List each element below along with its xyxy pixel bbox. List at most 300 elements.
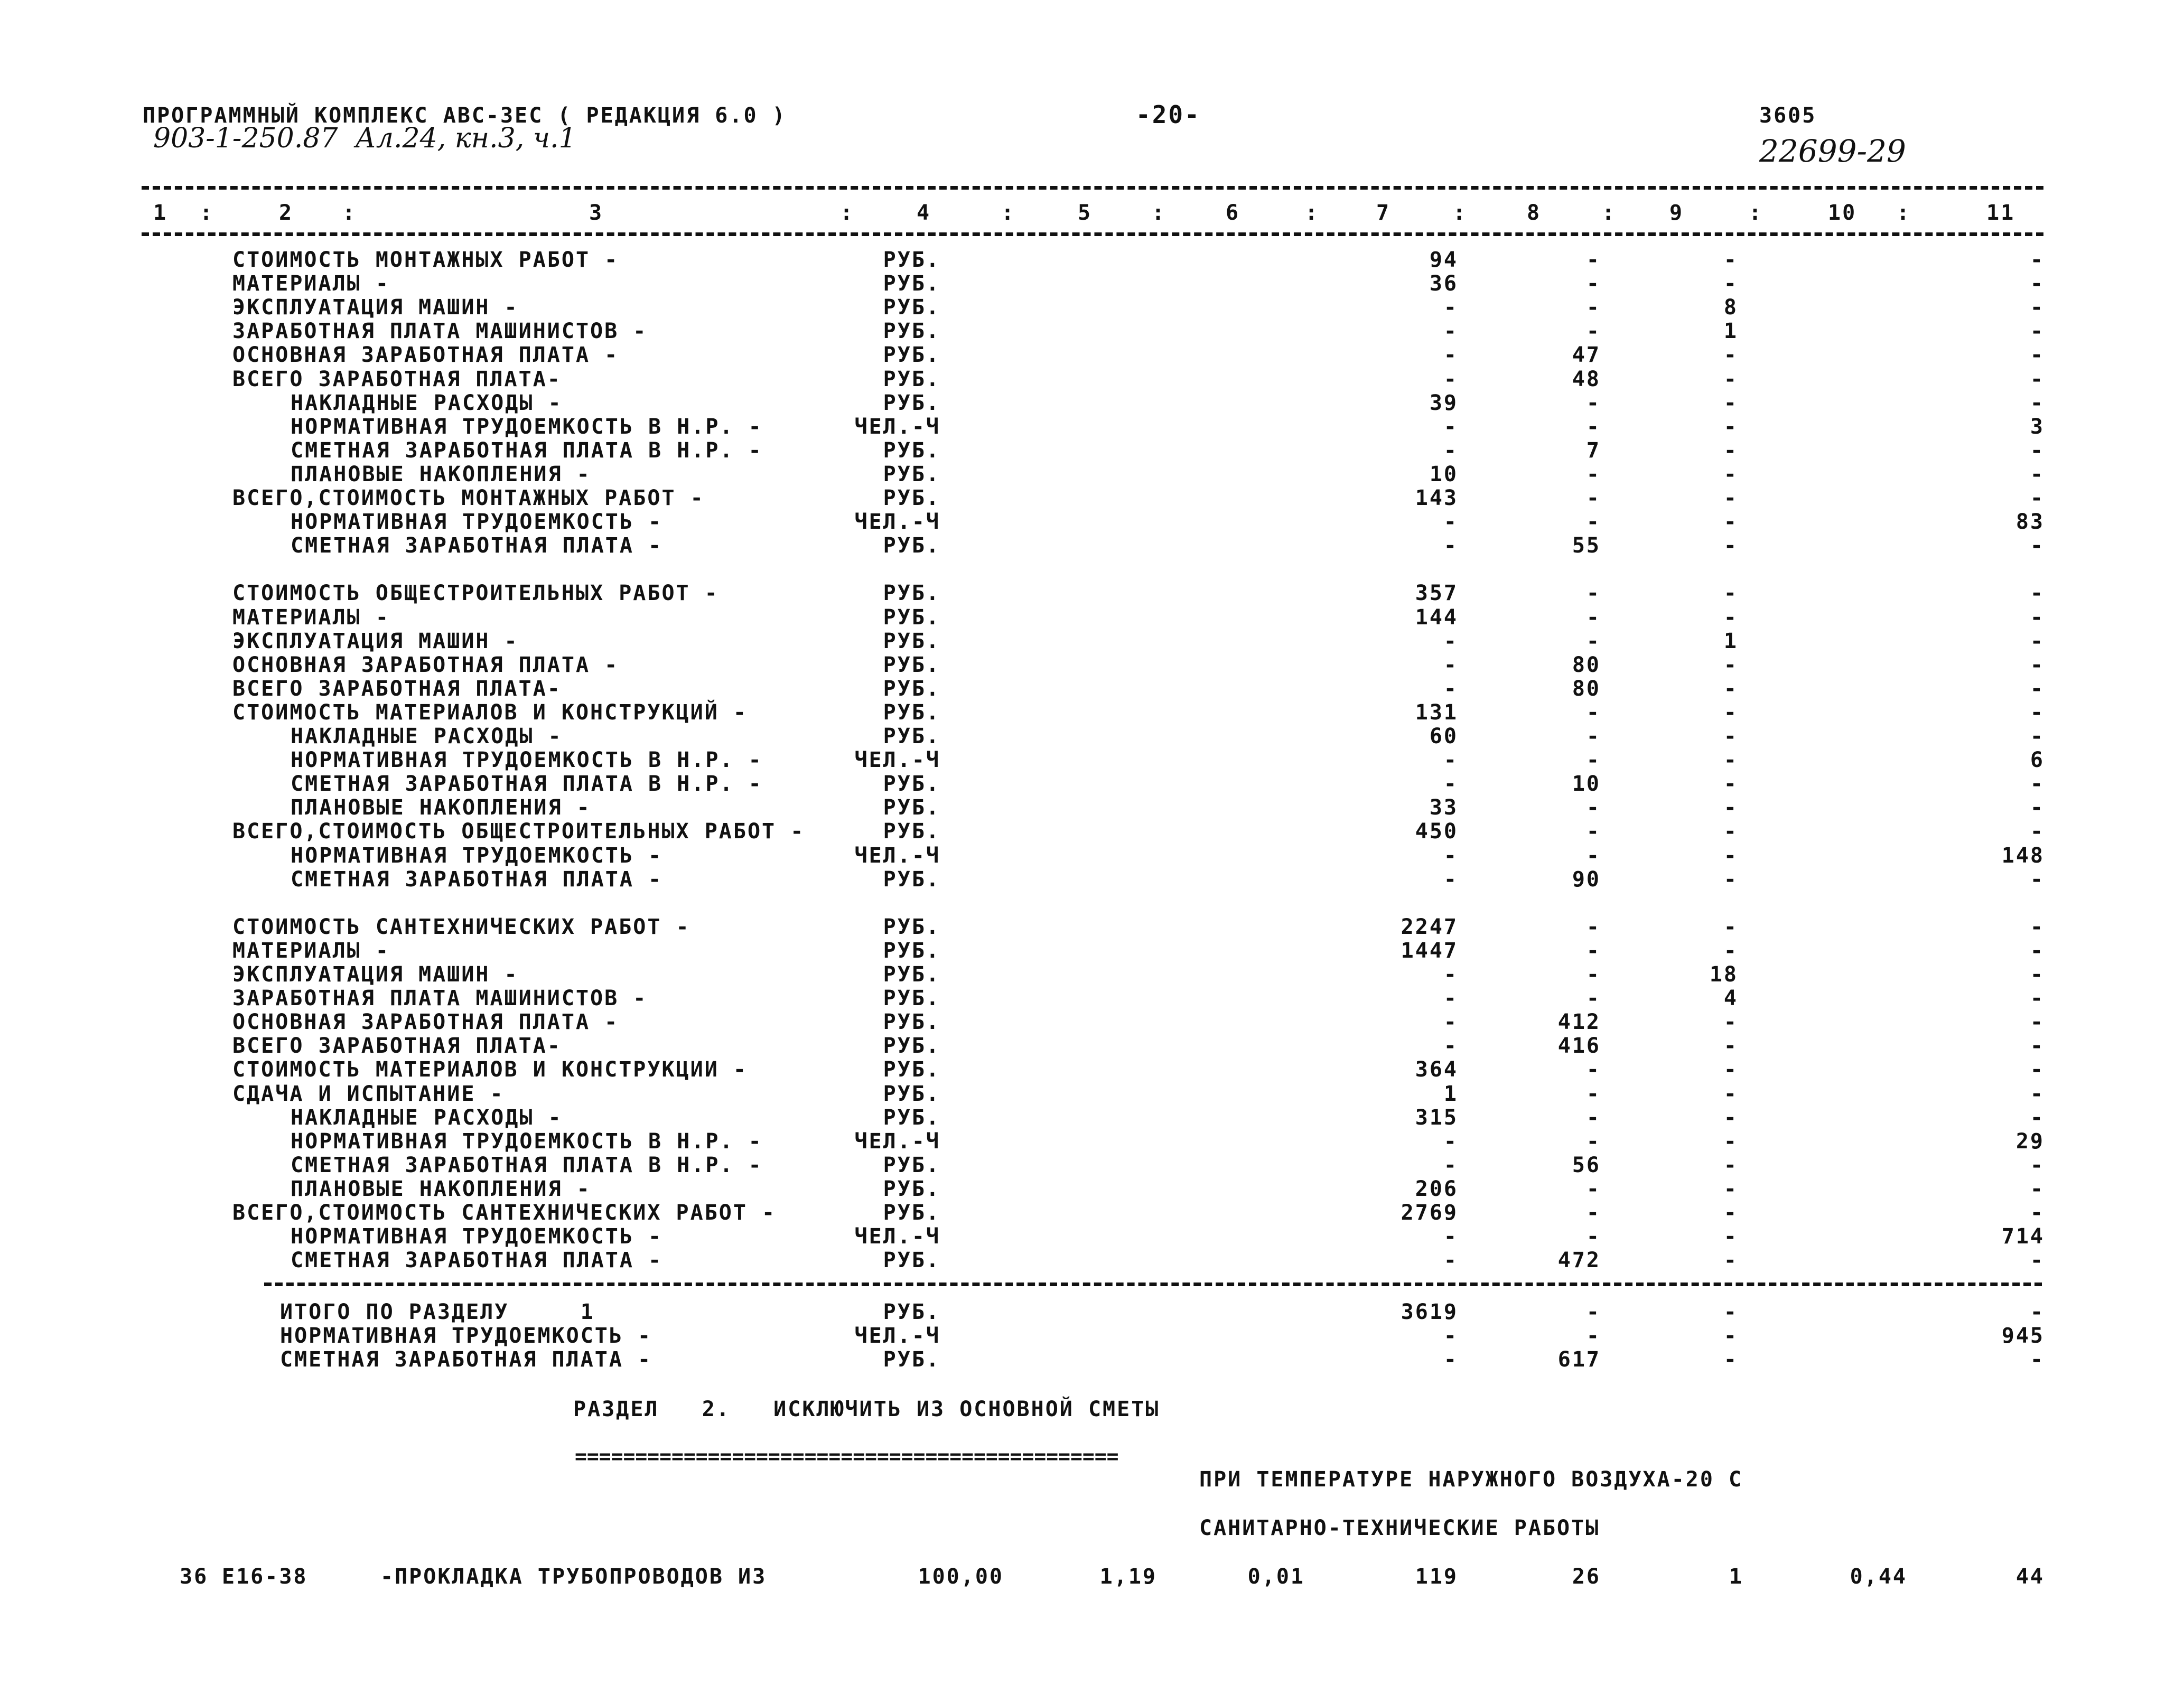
row-col11: - bbox=[2030, 1082, 2045, 1106]
table-row bbox=[0, 558, 2184, 582]
row-col8: - bbox=[1586, 605, 1601, 630]
row-unit: РУБ. bbox=[883, 915, 940, 939]
item-c11: 44 bbox=[2015, 1565, 2045, 1589]
row-col11: - bbox=[2030, 1201, 2045, 1225]
row-col9: - bbox=[1723, 248, 1738, 272]
row-col8: - bbox=[1586, 462, 1601, 486]
row-col9: - bbox=[1723, 1129, 1738, 1154]
row-col7: 1447 bbox=[1401, 939, 1458, 963]
row-col7: 131 bbox=[1415, 700, 1458, 725]
row-col8: - bbox=[1586, 724, 1601, 748]
row-col8: - bbox=[1586, 795, 1601, 820]
column-header-19: : bbox=[1897, 201, 1911, 225]
row-unit: РУБ. bbox=[883, 653, 940, 677]
row-col7: - bbox=[1443, 629, 1458, 653]
row-col7: 450 bbox=[1415, 819, 1458, 844]
row-col11: 714 bbox=[2001, 1224, 2045, 1249]
row-label: НАКЛАДНЫЕ РАСХОДЫ - bbox=[291, 1106, 563, 1130]
table-row bbox=[0, 1082, 2184, 1106]
row-col8: - bbox=[1586, 486, 1601, 510]
row-col11: - bbox=[2030, 986, 2045, 1010]
row-col9: - bbox=[1723, 1248, 1738, 1272]
row-unit: РУБ. bbox=[883, 939, 940, 963]
table-row bbox=[0, 796, 2184, 820]
handwritten-code: 22699-29 bbox=[1759, 133, 1906, 169]
row-unit: РУБ. bbox=[883, 962, 940, 987]
row-label: НОРМАТИВНАЯ ТРУДОЕМКОСТЬ В Н.Р. - bbox=[291, 748, 763, 772]
row-unit: РУБ. bbox=[883, 1106, 940, 1130]
row-col8: - bbox=[1586, 939, 1601, 963]
row-col9: - bbox=[1723, 1057, 1738, 1082]
header-rule-bottom bbox=[142, 232, 2043, 236]
row-col7: - bbox=[1443, 533, 1458, 558]
row-col9: - bbox=[1723, 1224, 1738, 1249]
totals-rule bbox=[264, 1283, 2042, 1286]
row-unit: РУБ. bbox=[883, 1057, 940, 1082]
table-row bbox=[0, 1249, 2184, 1272]
row-col11: - bbox=[2030, 486, 2045, 510]
row-label: СМЕТНАЯ ЗАРАБОТНАЯ ПЛАТА В Н.Р. - bbox=[291, 1153, 763, 1177]
row-col8: - bbox=[1586, 391, 1601, 415]
row-col11: - bbox=[2030, 653, 2045, 677]
row-label: СМЕТНАЯ ЗАРАБОТНАЯ ПЛАТА - bbox=[280, 1347, 652, 1372]
row-col9: - bbox=[1723, 844, 1738, 868]
row-col8: - bbox=[1586, 272, 1601, 296]
row-label: СМЕТНАЯ ЗАРАБОТНАЯ ПЛАТА В Н.Р. - bbox=[291, 772, 763, 796]
row-unit: РУБ. bbox=[883, 605, 940, 630]
row-col8: 472 bbox=[1557, 1248, 1601, 1272]
item-c5: 1,19 bbox=[1099, 1565, 1157, 1589]
row-unit: ЧЕЛ.-Ч bbox=[854, 1324, 940, 1348]
row-col9: - bbox=[1723, 486, 1738, 510]
row-col8: 10 bbox=[1572, 772, 1601, 796]
row-label: ОСНОВНАЯ ЗАРАБОТНАЯ ПЛАТА - bbox=[232, 653, 619, 677]
column-header-7: : bbox=[1001, 201, 1016, 225]
row-label: ПЛАНОВЫЕ НАКОПЛЕНИЯ - bbox=[291, 1177, 591, 1201]
row-col8: 80 bbox=[1572, 677, 1601, 701]
item-code: Е16-38 bbox=[222, 1565, 308, 1589]
row-col9: - bbox=[1723, 1082, 1738, 1106]
row-col9: - bbox=[1723, 415, 1738, 439]
row-col11: - bbox=[2030, 1177, 2045, 1201]
row-col9: - bbox=[1723, 1106, 1738, 1130]
row-unit: РУБ. bbox=[883, 391, 940, 415]
table-row bbox=[0, 1324, 2184, 1348]
section2-rule: ============================================= bbox=[575, 1445, 1119, 1468]
section2-title: РАЗДЕЛ 2. ИСКЛЮЧИТЬ ИЗ ОСНОВНОЙ СМЕТЫ bbox=[573, 1397, 1160, 1421]
row-label: НАКЛАДНЫЕ РАСХОДЫ - bbox=[291, 391, 563, 415]
table-row bbox=[0, 248, 2184, 272]
row-col8: 7 bbox=[1586, 438, 1601, 463]
row-col11: - bbox=[2030, 1248, 2045, 1272]
table-row bbox=[0, 439, 2184, 463]
table-row bbox=[0, 653, 2184, 677]
table-row bbox=[0, 915, 2184, 939]
row-label: ЭКСПЛУАТАЦИЯ МАШИН - bbox=[232, 629, 519, 653]
row-unit: РУБ. bbox=[883, 986, 940, 1010]
row-col8: - bbox=[1586, 1300, 1601, 1324]
row-unit: ЧЕЛ.-Ч bbox=[854, 748, 940, 772]
row-col9: - bbox=[1723, 605, 1738, 630]
table-row bbox=[0, 582, 2184, 605]
row-col8: - bbox=[1586, 415, 1601, 439]
row-label: НОРМАТИВНАЯ ТРУДОЕМКОСТЬ - bbox=[291, 1224, 663, 1249]
row-unit: РУБ. bbox=[883, 1201, 940, 1225]
item-number: 36 bbox=[180, 1565, 209, 1589]
row-unit: РУБ. bbox=[883, 772, 940, 796]
row-col11: - bbox=[2030, 248, 2045, 272]
row-col11: - bbox=[2030, 1057, 2045, 1082]
row-label: СТОИМОСТЬ ОБЩЕСТРОИТЕЛЬНЫХ РАБОТ - bbox=[232, 581, 719, 605]
table-row bbox=[0, 486, 2184, 510]
row-col11: - bbox=[2030, 724, 2045, 748]
row-col11: - bbox=[2030, 391, 2045, 415]
row-unit: РУБ. bbox=[883, 486, 940, 510]
row-col8: - bbox=[1586, 915, 1601, 939]
row-col7: - bbox=[1443, 677, 1458, 701]
row-col7: - bbox=[1443, 438, 1458, 463]
row-col7: - bbox=[1443, 343, 1458, 367]
row-col7: - bbox=[1443, 653, 1458, 677]
row-col8: - bbox=[1586, 248, 1601, 272]
row-col11: - bbox=[2030, 772, 2045, 796]
row-label: ЭКСПЛУАТАЦИЯ МАШИН - bbox=[232, 962, 519, 987]
row-col8: - bbox=[1586, 844, 1601, 868]
row-col11: - bbox=[2030, 1300, 2045, 1324]
row-col9: - bbox=[1723, 795, 1738, 820]
row-unit: РУБ. bbox=[883, 367, 940, 391]
row-unit: РУБ. bbox=[883, 1248, 940, 1272]
row-col7: - bbox=[1443, 1224, 1458, 1249]
program-header: ПРОГРАММНЫЙ КОМПЛЕКС АВС-ЗЕС ( РЕДАКЦИЯ 6.0 ) bbox=[143, 104, 787, 128]
row-label: НОРМАТИВНАЯ ТРУДОЕМКОСТЬ - bbox=[280, 1324, 652, 1348]
row-unit: РУБ. bbox=[883, 677, 940, 701]
row-unit: РУБ. bbox=[883, 867, 940, 892]
table-row bbox=[0, 1034, 2184, 1058]
column-header-0: 1 bbox=[153, 201, 168, 225]
row-label: СТОИМОСТЬ МАТЕРИАЛОВ И КОНСТРУКЦИИ - bbox=[232, 1057, 748, 1082]
row-col11: - bbox=[2030, 1153, 2045, 1177]
row-col11: - bbox=[2030, 962, 2045, 987]
row-col9: - bbox=[1723, 438, 1738, 463]
row-unit: РУБ. bbox=[883, 272, 940, 296]
row-col9: - bbox=[1723, 391, 1738, 415]
row-unit: РУБ. bbox=[883, 248, 940, 272]
row-unit: РУБ. bbox=[883, 819, 940, 844]
table-row bbox=[0, 1225, 2184, 1249]
row-col11: 83 bbox=[2015, 510, 2045, 534]
code-right: 3605 bbox=[1759, 104, 1817, 128]
table-row bbox=[0, 534, 2184, 558]
table-row bbox=[0, 606, 2184, 630]
row-label: ИТОГО ПО РАЗДЕЛУ 1 bbox=[280, 1300, 595, 1324]
table-row bbox=[0, 939, 2184, 963]
row-col8: - bbox=[1586, 962, 1601, 987]
row-col7: 206 bbox=[1415, 1177, 1458, 1201]
table-row bbox=[0, 391, 2184, 415]
row-col7: - bbox=[1443, 772, 1458, 796]
column-header-1: : bbox=[200, 201, 214, 225]
table-row bbox=[0, 415, 2184, 439]
row-col11: - bbox=[2030, 677, 2045, 701]
table-row bbox=[0, 1177, 2184, 1201]
column-header-12: 7 bbox=[1376, 201, 1391, 225]
row-col11: - bbox=[2030, 462, 2045, 486]
table-row bbox=[0, 296, 2184, 320]
table-row bbox=[0, 772, 2184, 796]
column-header-15: : bbox=[1602, 201, 1617, 225]
row-unit: РУБ. bbox=[883, 438, 940, 463]
row-col8: - bbox=[1586, 748, 1601, 772]
table-row bbox=[0, 820, 2184, 844]
row-col11: - bbox=[2030, 1010, 2045, 1034]
row-unit: ЧЕЛ.-Ч bbox=[854, 510, 940, 534]
column-header-11: : bbox=[1305, 201, 1320, 225]
row-label: ВСЕГО ЗАРАБОТНАЯ ПЛАТА- bbox=[232, 367, 562, 391]
row-col9: - bbox=[1723, 677, 1738, 701]
row-unit: РУБ. bbox=[883, 629, 940, 653]
row-col7: 364 bbox=[1415, 1057, 1458, 1082]
row-col9: - bbox=[1723, 1324, 1738, 1348]
column-header-2: 2 bbox=[279, 201, 294, 225]
row-col11: - bbox=[2030, 438, 2045, 463]
table-row bbox=[0, 701, 2184, 725]
row-col9: - bbox=[1723, 724, 1738, 748]
row-col11: - bbox=[2030, 319, 2045, 343]
row-col9: - bbox=[1723, 462, 1738, 486]
row-col8: - bbox=[1586, 1129, 1601, 1154]
row-col7: 39 bbox=[1429, 391, 1458, 415]
handwritten-reference: 903-1-250.87 Ал.24, кн.3, ч.1 bbox=[153, 123, 576, 154]
row-col7: - bbox=[1443, 1347, 1458, 1372]
row-label: ВСЕГО ЗАРАБОТНАЯ ПЛАТА- bbox=[232, 1034, 562, 1058]
row-col8: 90 bbox=[1572, 867, 1601, 892]
row-col11: - bbox=[2030, 700, 2045, 725]
column-header-14: 8 bbox=[1527, 201, 1542, 225]
row-col7: - bbox=[1443, 986, 1458, 1010]
column-header-8: 5 bbox=[1078, 201, 1093, 225]
row-col11: 29 bbox=[2015, 1129, 2045, 1154]
row-unit: РУБ. bbox=[883, 1347, 940, 1372]
row-col7: - bbox=[1443, 1129, 1458, 1154]
row-col11: - bbox=[2030, 1347, 2045, 1372]
row-col7: 33 bbox=[1429, 795, 1458, 820]
row-col9: - bbox=[1723, 581, 1738, 605]
row-col8: - bbox=[1586, 1082, 1601, 1106]
row-col7: - bbox=[1443, 867, 1458, 892]
row-label: ЭКСПЛУАТАЦИЯ МАШИН - bbox=[232, 295, 519, 320]
row-col7: 2247 bbox=[1401, 915, 1458, 939]
column-header-3: : bbox=[342, 201, 357, 225]
table-row bbox=[0, 987, 2184, 1010]
row-col9: 4 bbox=[1723, 986, 1738, 1010]
row-col9: - bbox=[1723, 1300, 1738, 1324]
row-unit: РУБ. bbox=[883, 295, 940, 320]
row-unit: РУБ. bbox=[883, 1010, 940, 1034]
table-row bbox=[0, 748, 2184, 772]
column-header-4: 3 bbox=[589, 201, 604, 225]
row-col8: - bbox=[1586, 295, 1601, 320]
row-label: МАТЕРИАЛЫ - bbox=[232, 272, 390, 296]
table-row bbox=[0, 1154, 2184, 1177]
row-unit: РУБ. bbox=[883, 1082, 940, 1106]
row-col7: - bbox=[1443, 295, 1458, 320]
row-col8: - bbox=[1586, 986, 1601, 1010]
table-row bbox=[0, 677, 2184, 701]
row-col9: - bbox=[1723, 772, 1738, 796]
column-header-20: 11 bbox=[1986, 201, 2015, 225]
row-col7: 2769 bbox=[1401, 1201, 1458, 1225]
row-col11: - bbox=[2030, 295, 2045, 320]
row-unit: РУБ. bbox=[883, 343, 940, 367]
row-col11: - bbox=[2030, 629, 2045, 653]
row-label: ВСЕГО ЗАРАБОТНАЯ ПЛАТА- bbox=[232, 677, 562, 701]
row-col7: 357 bbox=[1415, 581, 1458, 605]
row-unit: ЧЕЛ.-Ч bbox=[854, 415, 940, 439]
table-row bbox=[0, 510, 2184, 534]
item-description: -ПРОКЛАДКА ТРУБОПРОВОДОВ ИЗ bbox=[380, 1565, 767, 1589]
row-col8: 412 bbox=[1557, 1010, 1601, 1034]
row-label: НОРМАТИВНАЯ ТРУДОЕМКОСТЬ - bbox=[291, 510, 663, 534]
row-col9: - bbox=[1723, 1034, 1738, 1058]
row-col11: - bbox=[2030, 533, 2045, 558]
row-col7: - bbox=[1443, 1034, 1458, 1058]
row-col8: - bbox=[1586, 629, 1601, 653]
row-col9: - bbox=[1723, 272, 1738, 296]
row-label: СДАЧА И ИСПЫТАНИЕ - bbox=[232, 1082, 505, 1106]
table-row bbox=[0, 343, 2184, 367]
row-unit: ЧЕЛ.-Ч bbox=[854, 844, 940, 868]
temperature-note: ПРИ ТЕМПЕРАТУРЕ НАРУЖНОГО ВОЗДУХА-20 С bbox=[1199, 1467, 1743, 1492]
row-col11: - bbox=[2030, 819, 2045, 844]
row-col9: - bbox=[1723, 343, 1738, 367]
column-header-9: : bbox=[1152, 201, 1166, 225]
row-col8: - bbox=[1586, 819, 1601, 844]
column-headers bbox=[0, 201, 2184, 224]
row-col8: 47 bbox=[1572, 343, 1601, 367]
row-col9: - bbox=[1723, 1153, 1738, 1177]
row-col7: - bbox=[1443, 1153, 1458, 1177]
row-col11: - bbox=[2030, 367, 2045, 391]
row-label: МАТЕРИАЛЫ - bbox=[232, 605, 390, 630]
row-label: НАКЛАДНЫЕ РАСХОДЫ - bbox=[291, 724, 563, 748]
column-header-5: : bbox=[840, 201, 855, 225]
row-col7: - bbox=[1443, 748, 1458, 772]
row-label: НОРМАТИВНАЯ ТРУДОЕМКОСТЬ В Н.Р. - bbox=[291, 1129, 763, 1154]
row-col8: 56 bbox=[1572, 1153, 1601, 1177]
row-col8: 55 bbox=[1572, 533, 1601, 558]
row-label: НОРМАТИВНАЯ ТРУДОЕМКОСТЬ - bbox=[291, 844, 663, 868]
table-row bbox=[0, 1201, 2184, 1225]
row-col8: - bbox=[1586, 1324, 1601, 1348]
row-label: ВСЕГО,СТОИМОСТЬ МОНТАЖНЫХ РАБОТ - bbox=[232, 486, 705, 510]
row-label: СТОИМОСТЬ МОНТАЖНЫХ РАБОТ - bbox=[232, 248, 619, 272]
row-col7: 1 bbox=[1443, 1082, 1458, 1106]
row-col11: - bbox=[2030, 915, 2045, 939]
table-row bbox=[0, 272, 2184, 296]
row-label: МАТЕРИАЛЫ - bbox=[232, 939, 390, 963]
row-label: СМЕТНАЯ ЗАРАБОТНАЯ ПЛАТА - bbox=[291, 533, 663, 558]
row-unit: РУБ. bbox=[883, 533, 940, 558]
row-label: ОСНОВНАЯ ЗАРАБОТНАЯ ПЛАТА - bbox=[232, 343, 619, 367]
row-col7: 3619 bbox=[1401, 1300, 1458, 1324]
row-col8: - bbox=[1586, 1224, 1601, 1249]
row-label: ПЛАНОВЫЕ НАКОПЛЕНИЯ - bbox=[291, 462, 591, 486]
row-col9: - bbox=[1723, 1201, 1738, 1225]
row-col8: - bbox=[1586, 581, 1601, 605]
row-col7: 36 bbox=[1429, 272, 1458, 296]
row-unit: РУБ. bbox=[883, 1153, 940, 1177]
row-col7: 315 bbox=[1415, 1106, 1458, 1130]
row-col11: - bbox=[2030, 343, 2045, 367]
row-col7: 10 bbox=[1429, 462, 1458, 486]
row-col7: - bbox=[1443, 510, 1458, 534]
table-row bbox=[0, 1058, 2184, 1082]
table-row bbox=[0, 1130, 2184, 1154]
row-col8: - bbox=[1586, 1201, 1601, 1225]
row-label: СМЕТНАЯ ЗАРАБОТНАЯ ПЛАТА - bbox=[291, 1248, 663, 1272]
row-col9: - bbox=[1723, 819, 1738, 844]
row-col8: 80 bbox=[1572, 653, 1601, 677]
row-col11: 148 bbox=[2001, 844, 2045, 868]
row-col9: - bbox=[1723, 653, 1738, 677]
row-col8: - bbox=[1586, 1106, 1601, 1130]
row-unit: РУБ. bbox=[883, 1300, 940, 1324]
works-title: САНИТАРНО-ТЕХНИЧЕСКИЕ РАБОТЫ bbox=[1199, 1516, 1600, 1540]
table-row bbox=[0, 1010, 2184, 1034]
row-col9: - bbox=[1723, 867, 1738, 892]
row-col11: - bbox=[2030, 939, 2045, 963]
header-rule-top bbox=[142, 186, 2043, 190]
row-label: СТОИМОСТЬ МАТЕРИАЛОВ И КОНСТРУКЦИЙ - bbox=[232, 700, 748, 725]
row-label: СМЕТНАЯ ЗАРАБОТНАЯ ПЛАТА - bbox=[291, 867, 663, 892]
row-col11: - bbox=[2030, 272, 2045, 296]
row-col11: - bbox=[2030, 795, 2045, 820]
row-col8: - bbox=[1586, 1057, 1601, 1082]
item-c6: 0,01 bbox=[1247, 1565, 1305, 1589]
row-col7: 94 bbox=[1429, 248, 1458, 272]
item-c7: 119 bbox=[1415, 1565, 1458, 1589]
row-col7: - bbox=[1443, 415, 1458, 439]
row-label: ВСЕГО,СТОИМОСТЬ ОБЩЕСТРОИТЕЛЬНЫХ РАБОТ - bbox=[232, 819, 805, 844]
page-number: -20- bbox=[1136, 100, 1201, 129]
row-col9: 1 bbox=[1723, 319, 1738, 343]
row-col9: - bbox=[1723, 700, 1738, 725]
row-col8: 617 bbox=[1557, 1347, 1601, 1372]
row-col7: - bbox=[1443, 1324, 1458, 1348]
row-col9: - bbox=[1723, 510, 1738, 534]
row-unit: ЧЕЛ.-Ч bbox=[854, 1129, 940, 1154]
column-header-6: 4 bbox=[917, 201, 931, 225]
row-unit: РУБ. bbox=[883, 581, 940, 605]
row-col11: 945 bbox=[2001, 1324, 2045, 1348]
row-col9: - bbox=[1723, 915, 1738, 939]
row-col11: - bbox=[2030, 605, 2045, 630]
table-row bbox=[0, 892, 2184, 915]
table-row bbox=[0, 1300, 2184, 1324]
row-label: ЗАРАБОТНАЯ ПЛАТА МАШИНИСТОВ - bbox=[232, 986, 648, 1010]
row-col7: 143 bbox=[1415, 486, 1458, 510]
row-unit: РУБ. bbox=[883, 700, 940, 725]
row-unit: РУБ. bbox=[883, 1034, 940, 1058]
table-row bbox=[0, 368, 2184, 391]
row-unit: РУБ. bbox=[883, 462, 940, 486]
row-col7: - bbox=[1443, 1010, 1458, 1034]
table-row bbox=[0, 463, 2184, 486]
row-col9: - bbox=[1723, 533, 1738, 558]
item-quantity: 100,00 bbox=[918, 1565, 1004, 1589]
row-col11: - bbox=[2030, 867, 2045, 892]
